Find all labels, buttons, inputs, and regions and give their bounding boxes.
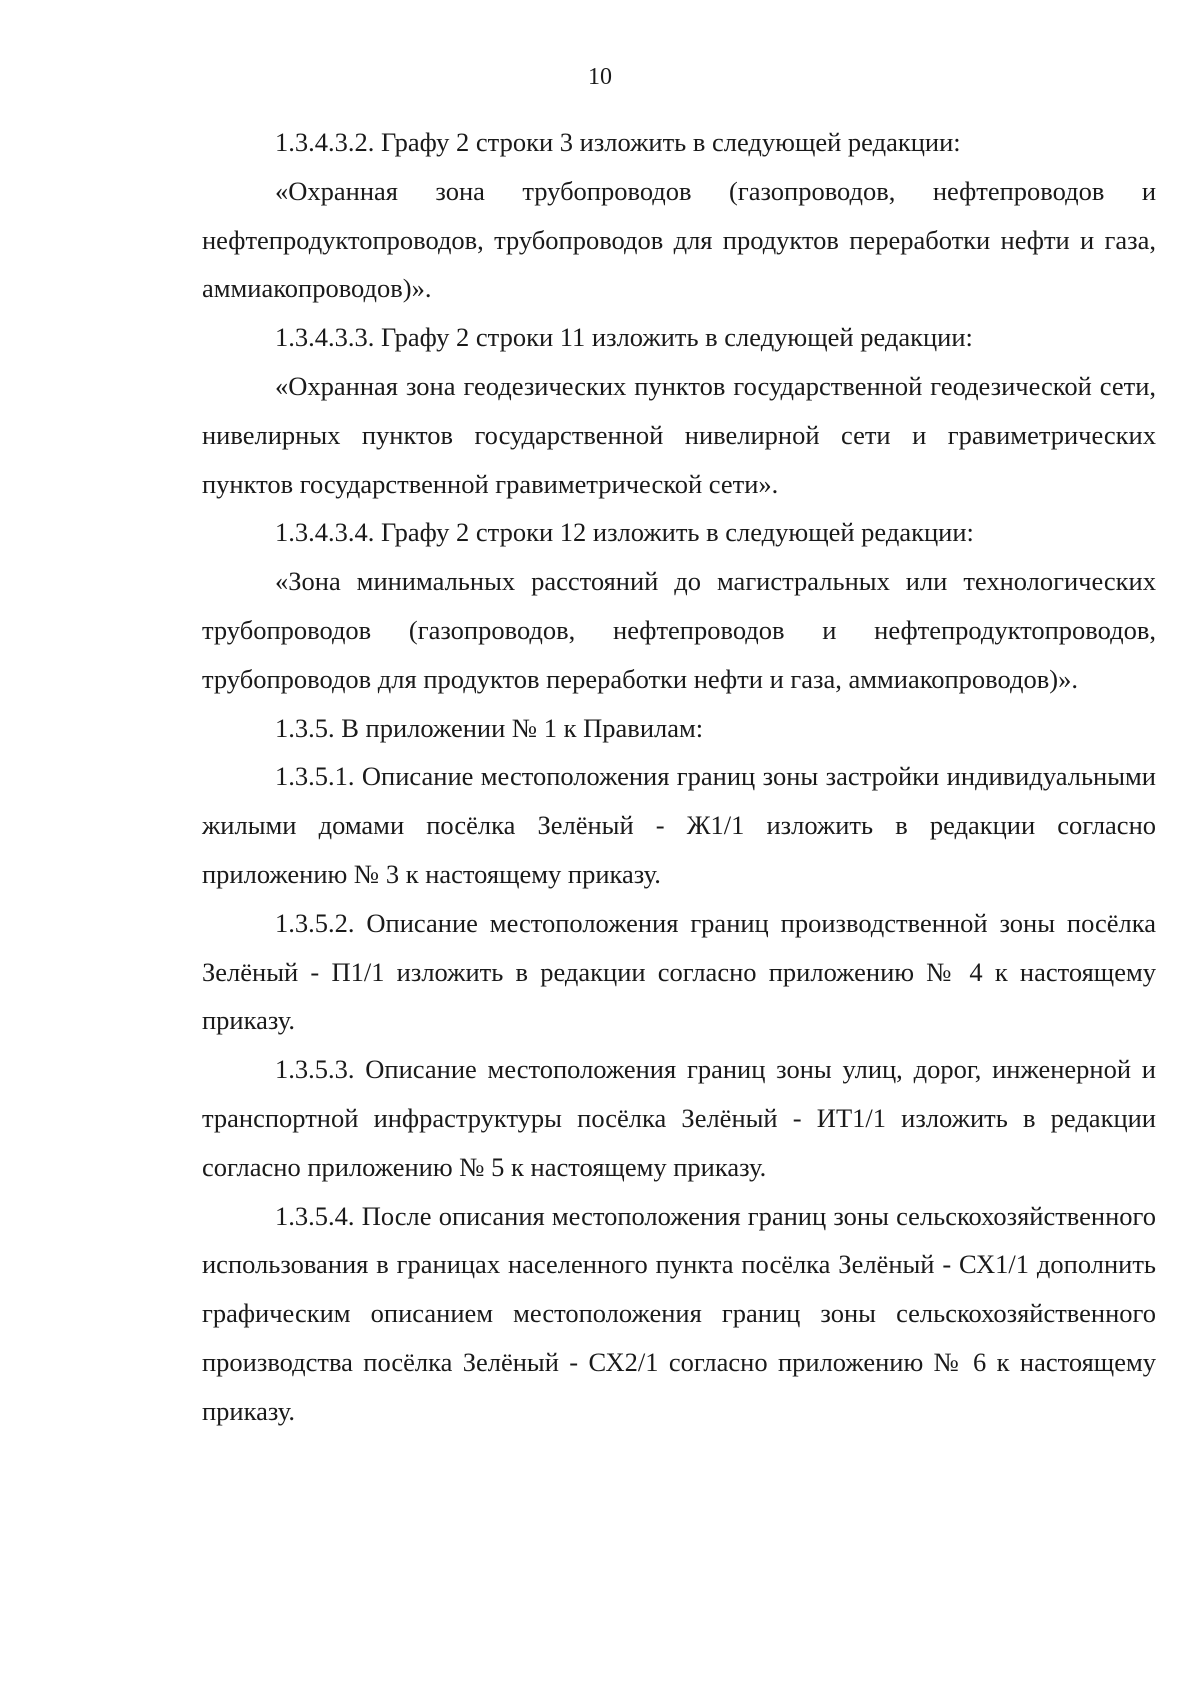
paragraph-1-3-4-3-4: 1.3.4.3.4. Графу 2 строки 12 изложить в следующей редакции: — [275, 517, 974, 548]
paragraph-1-3-4-3-2: 1.3.4.3.2. Графу 2 строки 3 изложить в следующей редакции: — [275, 127, 961, 157]
paragraph-1-3-5-4: 1.3.5.4. После описания местоположения границ зоны сельскохозяйственного использования в границах населенного пункта посёлка Зелёный - СХ1/1 дополнить графическим описанием местоположения границ зоны сельскохозяйственного производства посёлка Зелёный - СХ2/1 согласно приложению № 6 к настоящему приказу. — [202, 1200, 1156, 1426]
paragraph-pipeline-protection-zone: «Охранная зона трубопроводов (газопроводов, нефтепроводов и нефтепродуктопроводов, трубопроводов для продуктов переработки нефти и газа, аммиакопроводов)». — [202, 175, 1156, 304]
paragraph-1-3-5-2: 1.3.5.2. Описание местоположения границ производственной зоны посёлка Зелёный - П1/1 изложить в редакции согласно приложению № 4 к настоящему приказу. — [202, 907, 1156, 1036]
paragraph-1-3-4-3-3: 1.3.4.3.3. Графу 2 строки 11 изложить в следующей редакции: — [275, 322, 973, 353]
paragraph-1-3-5-1: 1.3.5.1. Описание местоположения границ зоны застройки индивидуальными жилыми домами посёлка Зелёный - Ж1/1 изложить в редакции согласно приложению № 3 к настоящему приказу. — [202, 761, 1156, 889]
document-body — [202, 118, 1156, 1436]
paragraph-1-3-5-3: 1.3.5.3. Описание местоположения границ зоны улиц, дорог, инженерной и транспортной инфраструктуры посёлка Зелёный - ИТ1/1 изложить в редакции согласно приложению № 5 к настоящему приказу. — [202, 1054, 1156, 1182]
paragraph-geodetic-protection-zone: «Охранная зона геодезических пунктов государственной геодезической сети, нивелирных пунктов государственной нивелирной сети и гравиметрических пунктов государственной гравиметрической сети». — [202, 370, 1156, 499]
page-number: 10 — [588, 64, 612, 90]
paragraph-minimum-distance-zone: «Зона минимальных расстояний до магистральных или технологических трубопроводов (газопроводов, нефтепроводов и нефтепродуктопроводов, трубопроводов для продуктов переработки нефти и газа, аммиакопроводов)». — [202, 566, 1156, 694]
paragraph-1-3-5: 1.3.5. В приложении № 1 к Правилам: — [275, 712, 704, 743]
